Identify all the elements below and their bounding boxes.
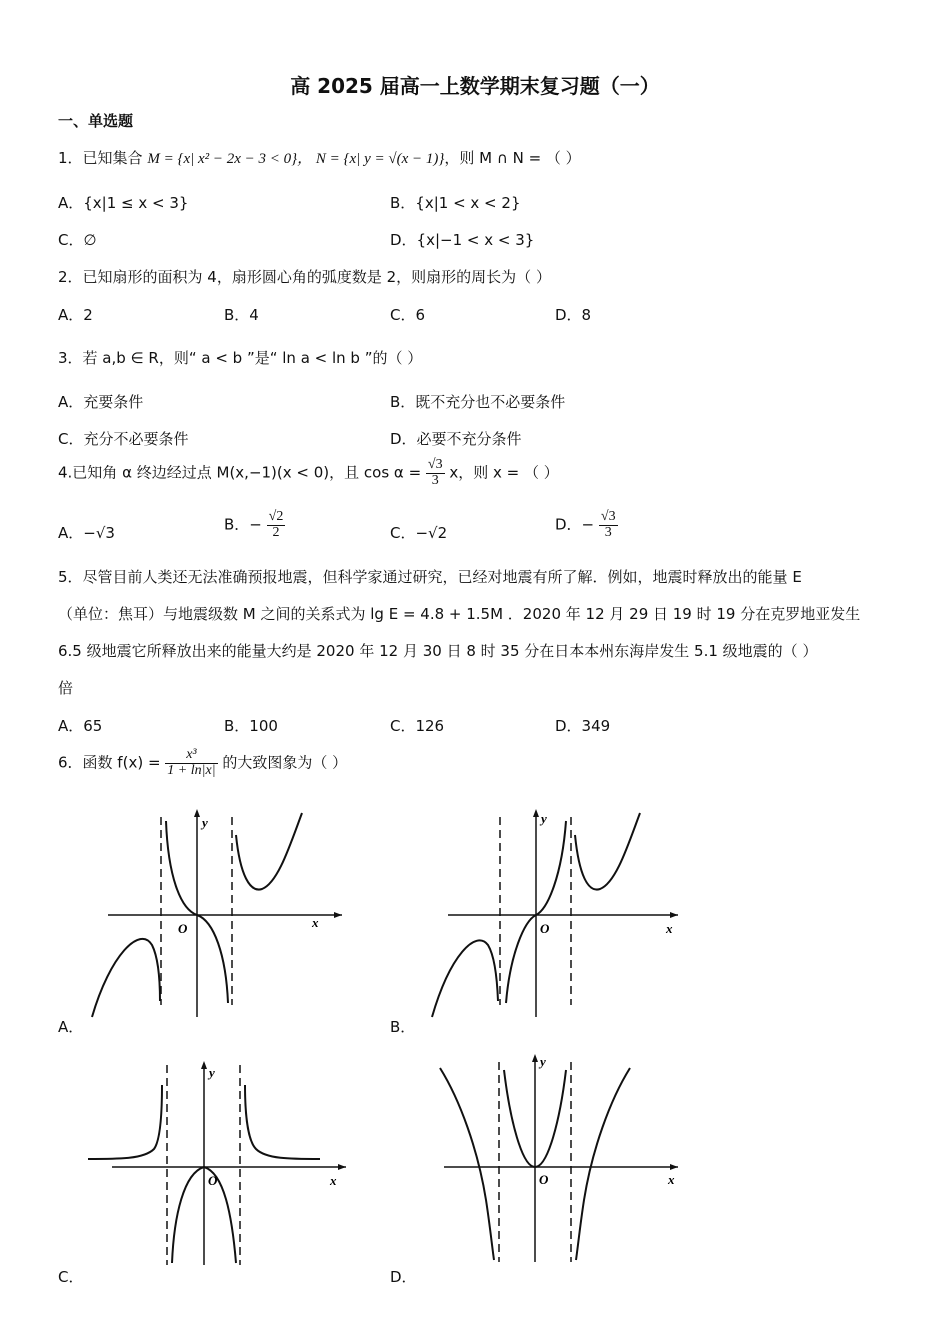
q4-option-d-num: √3: [600, 509, 616, 524]
q3-option-b: B．既不充分也不必要条件: [390, 393, 566, 411]
x-axis-arrow: [334, 912, 342, 918]
y-axis-arrow: [201, 1061, 207, 1069]
q1-set-n: ， N = {x| y = √(x − 1)}: [297, 151, 445, 167]
y-axis-arrow: [532, 1054, 538, 1062]
q6-prefix: 6．函数 f(x) =: [58, 753, 161, 772]
y-axis-arrow: [533, 809, 539, 817]
curve-right: [236, 813, 302, 890]
q4-option-d-fraction: [599, 510, 618, 540]
q6-option-c: C．: [58, 1268, 84, 1286]
origin-label: O: [540, 921, 550, 936]
graph-c: [80, 1055, 355, 1270]
curve-right: [245, 1085, 320, 1159]
q4-option-b-den: 2: [272, 524, 280, 540]
question-5-line-4: 倍: [58, 679, 74, 697]
q4-suffix: x，则 x = （ ）: [449, 463, 559, 482]
q5-option-c: C．126: [390, 717, 445, 735]
q1-prefix: 1．已知集合: [58, 149, 143, 167]
q6-suffix: 的大致图象为（ ）: [222, 753, 348, 772]
graph-a: [80, 805, 350, 1025]
q6-option-d: D．: [390, 1268, 417, 1286]
y-axis-arrow: [194, 809, 200, 817]
q4-option-b-num: √2: [268, 509, 284, 524]
q1-option-d: D．{x|−1 < x < 3}: [390, 231, 535, 249]
y-label: y: [209, 1065, 215, 1080]
q2-option-c: C．6: [390, 306, 426, 324]
question-3: 3．若 a,b ∈ R，则“ a < b ”是“ ln a < ln b ”的（ ）: [58, 349, 423, 367]
q1-option-a: A．{x|1 ≤ x < 3}: [58, 194, 189, 212]
page-title: 高 2025 届高一上数学期末复习题（一）: [290, 74, 660, 98]
q4-option-b: [224, 510, 285, 540]
section-heading: 一、单选题: [58, 112, 134, 130]
q1-suffix: ，则 M ∩ N = （ ）: [444, 149, 581, 167]
curve-left: [88, 1085, 162, 1159]
q5-option-d: D．349: [555, 717, 611, 735]
q1-set-m: M = {x| x² − 2x − 3 < 0}: [147, 151, 298, 167]
q3-option-d: D．必要不充分条件: [390, 430, 522, 448]
q4-option-d: [555, 510, 618, 540]
q6-frac-den: 1 + ln|x|: [167, 762, 216, 778]
q2-option-b: B．4: [224, 306, 259, 324]
q3-option-c: C．充分不必要条件: [58, 430, 189, 448]
x-label: x: [668, 1172, 675, 1187]
q4-fraction: [426, 458, 445, 488]
question-2: 2．已知扇形的面积为 4，扇形圆心角的弧度数是 2，则扇形的周长为（ ）: [58, 268, 551, 286]
q5-option-b: B．100: [224, 717, 278, 735]
x-label: x: [330, 1173, 337, 1188]
x-label: x: [666, 921, 673, 936]
q4-prefix: 4.已知角 α 终边经过点 M(x,−1)(x < 0)，且 cos α =: [58, 463, 422, 482]
y-label: y: [202, 815, 208, 830]
q6-fraction: [165, 748, 217, 778]
q4-option-b-prefix: B．−: [224, 515, 262, 534]
q4-option-a: A．−√3: [58, 524, 115, 542]
y-label: y: [540, 1054, 546, 1069]
q6-frac-num: x³: [165, 748, 217, 764]
q4-option-d-den: 3: [604, 524, 612, 540]
question-6: [58, 748, 347, 778]
q4-frac-num: √3: [427, 457, 443, 472]
graph-b: [420, 805, 690, 1025]
question-5-line-2: （单位：焦耳）与地震级数 M 之间的关系式为 lg E = 4.8 + 1.5M ．2020 年 12 月 29 日 19 时 19 分在克罗地亚发生: [58, 605, 861, 623]
q5-option-a: A．65: [58, 717, 103, 735]
question-4: [58, 458, 559, 488]
y-label: y: [541, 811, 547, 826]
graph-d: [430, 1050, 690, 1270]
q2-option-a: A．2: [58, 306, 93, 324]
origin-label: O: [539, 1172, 549, 1187]
curve-left: [440, 1068, 494, 1260]
q1-option-b: B．{x|1 < x < 2}: [390, 194, 521, 212]
q3-option-a: A．充要条件: [58, 393, 144, 411]
x-label: x: [312, 915, 319, 930]
question-5-line-3: 6.5 级地震它所释放出来的能量大约是 2020 年 12 月 30 日 8 时 35 分在日本本州东海岸发生 5.1 级地震的（ ）: [58, 642, 818, 660]
question-1: [58, 147, 581, 168]
origin-label: O: [208, 1173, 218, 1188]
q4-option-d-prefix: D．−: [555, 515, 595, 534]
question-5-line-1: 5．尽管目前人类还无法准确预报地震，但科学家通过研究，已经对地震有所了解．例如，地震时释放出的能量 E: [58, 568, 802, 586]
curve-left: [92, 939, 160, 1017]
x-axis-arrow: [670, 1164, 678, 1170]
x-axis-arrow: [338, 1164, 346, 1170]
origin-label: O: [178, 921, 188, 936]
q4-option-b-fraction: [267, 510, 286, 540]
q2-option-d: D．8: [555, 306, 592, 324]
q4-option-c: C．−√2: [390, 524, 448, 542]
x-axis-arrow: [670, 912, 678, 918]
curve-right: [576, 1068, 630, 1260]
q6-option-b: B．: [390, 1018, 416, 1036]
q6-option-a: A．: [58, 1018, 84, 1036]
q4-frac-den: 3: [431, 472, 439, 488]
curve-right: [575, 813, 640, 890]
curve-left: [432, 940, 498, 1017]
q1-option-c: C．∅: [58, 231, 97, 249]
